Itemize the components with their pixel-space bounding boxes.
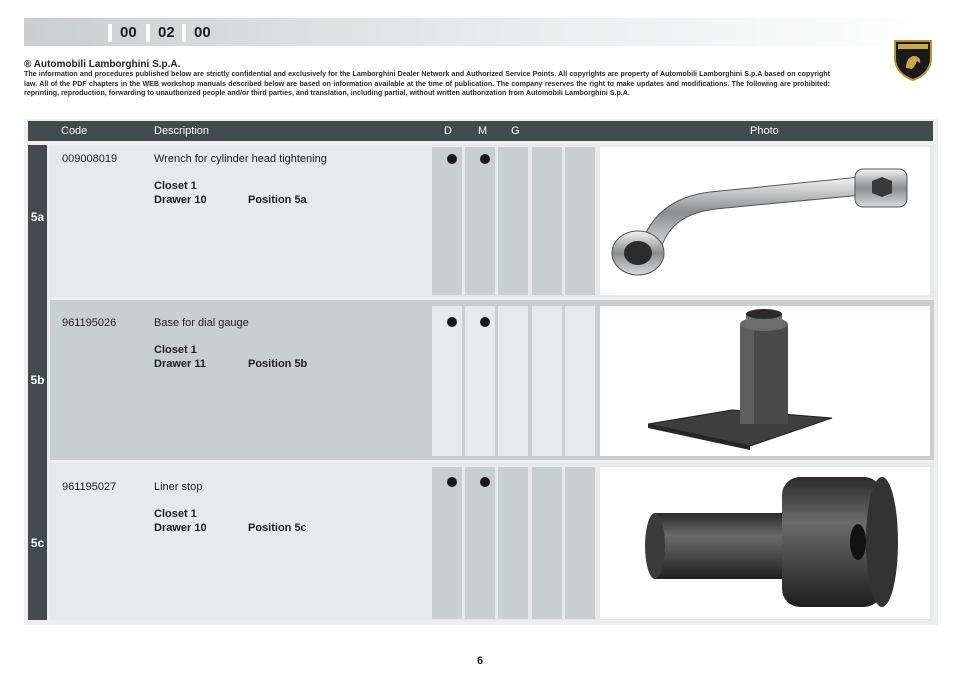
- item-closet: Closet 1: [154, 180, 197, 192]
- item-drawer: Drawer 11: [154, 358, 206, 370]
- item-drawer: Drawer 10: [154, 194, 207, 206]
- copyright-notice: [24, 59, 830, 99]
- item-closet: Closet 1: [154, 508, 197, 520]
- dial-gauge-base-image: [600, 306, 930, 456]
- liner-stop-image: [600, 467, 930, 619]
- m-indicator-dot: [480, 154, 490, 164]
- empty-column-cell: [532, 306, 562, 456]
- d-indicator-dot: [447, 317, 457, 327]
- header-m: M: [478, 125, 488, 137]
- item-description: Base for dial gauge: [154, 317, 249, 329]
- empty-column-cell: [565, 306, 595, 456]
- header-description: Description: [154, 125, 210, 137]
- chapter-code-1: 00: [108, 24, 146, 42]
- d-column-cell: [432, 147, 462, 295]
- empty-column-cell: [565, 147, 595, 295]
- header-g: G: [511, 125, 520, 137]
- table-header: [28, 121, 933, 141]
- table-row: [50, 145, 934, 297]
- g-column-cell: [498, 306, 528, 456]
- g-column-cell: [498, 467, 528, 619]
- item-description: Liner stop: [154, 481, 203, 493]
- photo-cell: [600, 147, 930, 295]
- m-indicator-dot: [480, 477, 490, 487]
- lamborghini-logo: [892, 38, 934, 82]
- m-column-cell: [465, 467, 495, 619]
- empty-column-cell: [565, 467, 595, 619]
- header-photo: Photo: [750, 125, 779, 137]
- item-closet: Closet 1: [154, 344, 197, 356]
- item-code: 961195027: [62, 481, 117, 493]
- d-column-cell: [432, 306, 462, 456]
- photo-cell: [600, 467, 930, 619]
- item-position: Position 5b: [248, 358, 308, 370]
- item-code: 961195026: [62, 317, 117, 329]
- position-label: 5a: [30, 210, 45, 224]
- m-column-cell: [465, 306, 495, 456]
- photo-cell: [600, 306, 930, 456]
- position-label: 5c: [30, 536, 45, 550]
- item-position: Position 5a: [248, 194, 307, 206]
- m-indicator-dot: [480, 317, 490, 327]
- empty-column-cell: [532, 147, 562, 295]
- wrench-image: [600, 147, 930, 295]
- m-column-cell: [465, 147, 495, 295]
- item-drawer: Drawer 10: [154, 522, 207, 534]
- item-position: Position 5c: [248, 522, 307, 534]
- d-column-cell: [432, 467, 462, 619]
- header-d: D: [444, 125, 452, 137]
- chapter-code-3: 00: [182, 24, 222, 42]
- notice-title: ® Automobili Lamborghini S.p.A.: [24, 59, 181, 70]
- page-number: 6: [476, 655, 484, 667]
- d-indicator-dot: [447, 154, 457, 164]
- notice-body: The information and procedures published below are strictly confidential and exclusively for the Lamborghini Dealer Network and Authorized Service Points. All copyrights are property of Automobili Lamborghini S.p.A based on copyright law. All of the PDF chapters in the WEB workshop manuals described below are based on information available at the time of publication. The company reserves the right to make updates and modifications. The following are prohibited: reprinting, reproduction, forwarding to unauthorized people and/or third parties, and translation, including partial, without written authorization from Automobili Lamborghini S.p.A.: [24, 70, 830, 98]
- empty-column-cell: [532, 467, 562, 619]
- header-code: Code: [61, 125, 88, 137]
- item-code: 009008019: [62, 153, 118, 165]
- chapter-code-2: 02: [146, 24, 182, 42]
- g-column-cell: [498, 147, 528, 295]
- item-description: Wrench for cylinder head tightening: [154, 153, 327, 165]
- position-label: 5b: [30, 373, 45, 387]
- d-indicator-dot: [447, 477, 457, 487]
